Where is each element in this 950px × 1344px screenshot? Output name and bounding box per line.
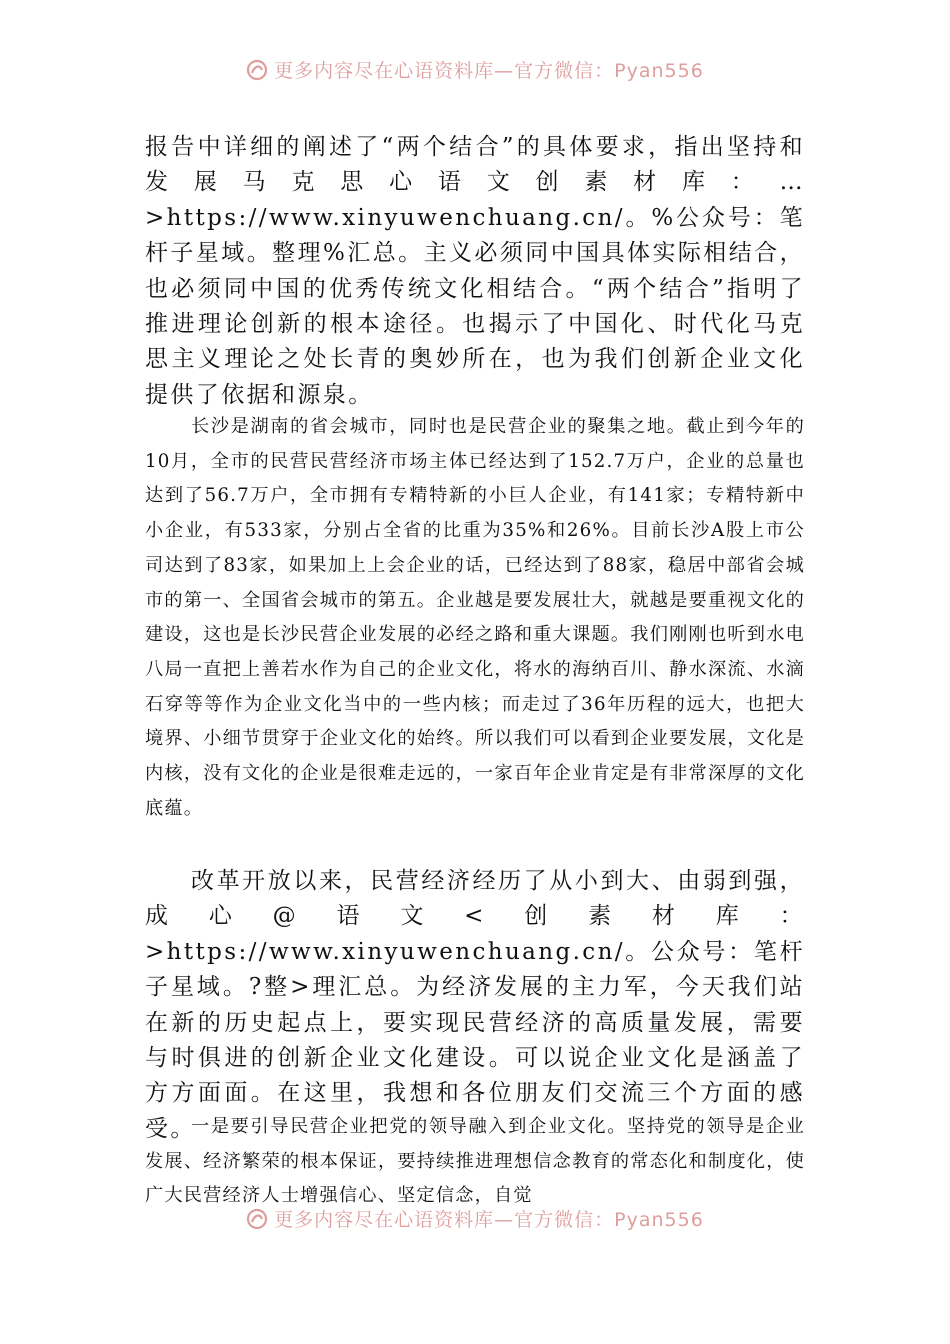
brand-logo-icon bbox=[246, 1208, 268, 1230]
paragraph-changsha-enterprises: 长沙是湖南的省会城市，同时也是民营企业的聚集之地。截止到今年的10月，全市的民营民营经济市场主体已经达到了152.7万户，企业的总量也达到了56.7万户，全市拥有专精特新的小巨人企业，有141家；专精特新中小企业，有533家，分别占全省的比重为35%和26%。目前长沙A股上市公司达到了83家，如果加上上会企业的话，已经达到了88家，稳居中部省会城市的第一、全国省会城市的第五。企业越是要发展壮大，就越是要重视文化的建设，这也是长沙民营企业发展的必经之路和重大课题。我们刚刚也听到水电八局一直把上善若水作为自己的企业文化，将水的海纳百川、静水深流、水滴石穿等等作为企业文化当中的一些内核；而走过了36年历程的远大，也把大境界、小细节贯穿于企业文化的始终。所以我们可以看到企业要发展，文化是内核，没有文化的企业是很难走远的，一家百年企业肯定是有非常深厚的文化底蕴。 bbox=[145, 416, 805, 819]
brand-logo-icon bbox=[246, 59, 268, 81]
watermark-header bbox=[0, 56, 950, 86]
watermark-text: 更多内容尽在心语资料库—官方微信：Pyan556 bbox=[274, 60, 704, 82]
paragraph-reform-opening: 改革开放以来，民营经济经历了从小到大、由弱到强，成心@语文<创素材库：>https://www.xinyuwenchuang.cn/。公众号：笔杆子星域。?整>理汇总。为经济发展的主力军，今天我们站在新的历史起点上，要实现民营经济的高质量发展，需要与时俱进的创新企业文化建设。可以说企业文化是涵盖了方方面面。在这里，我想和各位朋友们交流三个方面的感受。 bbox=[145, 868, 805, 1142]
watermark-footer bbox=[0, 1205, 950, 1235]
paragraph-two-combinations: 报告中详细的阐述了“两个结合”的具体要求，指出坚持和发展马克思心语文创素材库：…>https://www.xinyuwenchuang.cn/。%公众号：笔杆子星域。整理%汇总。主义必须同中国具体实际相结合，也必须同中国的优秀传统文化相结合。“两个结合”指明了推进理论创新的根本途径。也揭示了中国化、时代化马克思主义理论之处长青的奥妙所在，也为我们创新企业文化提供了依据和源泉。 bbox=[145, 134, 805, 408]
watermark-text: 更多内容尽在心语资料库—官方微信：Pyan556 bbox=[274, 1209, 704, 1231]
paragraph-party-leadership: 一是要引导民营企业把党的领导融入到企业文化。坚持党的领导是企业发展、经济繁荣的根本保证，要持续推进理想信念教育的常态化和制度化，使广大民营经济人士增强信心、坚定信念，自觉 bbox=[145, 1116, 805, 1207]
